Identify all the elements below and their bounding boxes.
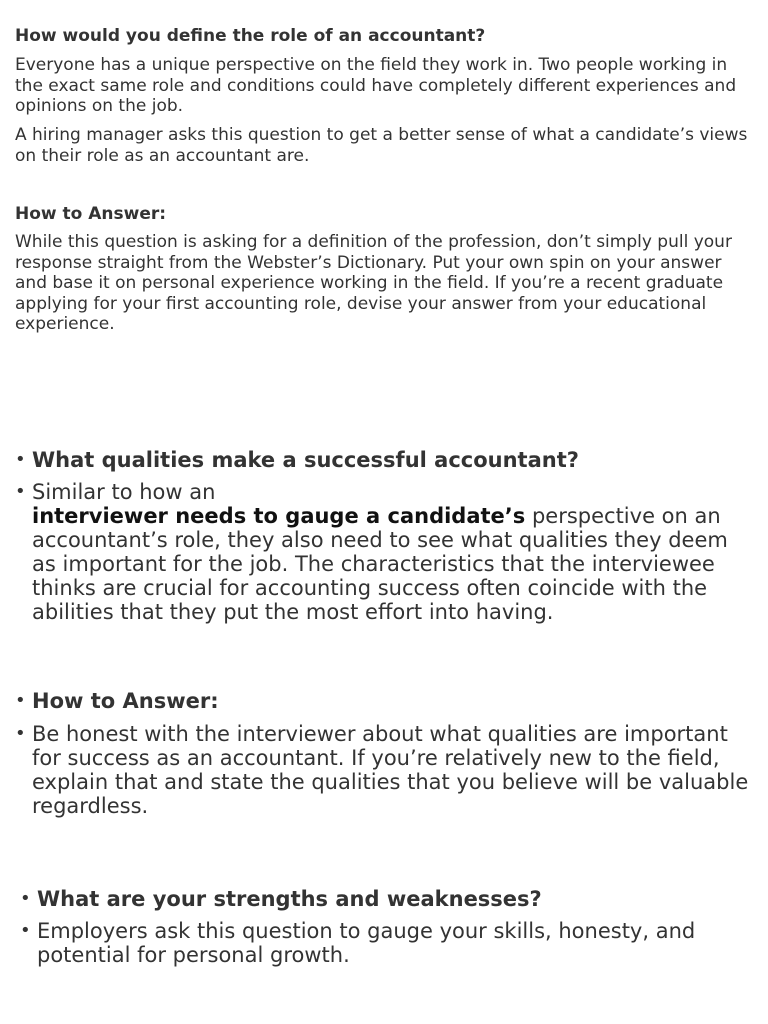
bullet-item — [20, 919, 755, 967]
question-heading: What are your strengths and weaknesses? — [37, 887, 542, 911]
intro-bold-phrase: interviewer needs to gauge a candidate’s — [32, 504, 526, 528]
bullet-dot: • — [20, 888, 31, 909]
bullet-item — [15, 480, 755, 624]
intro-prefix: Similar to how an — [32, 480, 216, 504]
answer-heading: How to Answer: — [15, 204, 167, 224]
question-paragraph: Everyone has a unique perspective on the field they work in. Two people working in the exact same role and conditions could have completely different experiences and opinions on the job. — [15, 55, 737, 116]
answer-heading: How to Answer: — [32, 689, 219, 713]
bullet-dot: • — [15, 449, 26, 470]
bullet-dot: • — [15, 723, 26, 744]
bullet-item — [15, 722, 755, 818]
answer-paragraph: Be honest with the interviewer about what qualities are important for success as an accountant. If you’re relatively new to the field, explain that and state the qualities that you believe will be valuable regardless. — [32, 722, 749, 818]
bullet-dot: • — [15, 690, 26, 711]
bullet-item — [15, 448, 755, 472]
bullet-item — [20, 887, 755, 911]
question-paragraph — [32, 480, 755, 624]
question-paragraph: Employers ask this question to gauge your skills, honesty, and potential for personal growth. — [37, 919, 696, 967]
question-heading: What qualities make a successful accountant? — [32, 448, 579, 472]
question-paragraph: A hiring manager asks this question to get a better sense of what a candidate’s views on their role as an accountant are. — [15, 125, 748, 166]
bullet-dot: • — [20, 920, 31, 941]
bullet-item — [15, 689, 755, 713]
intro-rest: perspective on an accountant’s role, they also need to see what qualities they deem as important for the job. The characteristics that the interviewee thinks are crucial for accounting success often coincide with the abilities that they put the most effort into having. — [32, 504, 728, 624]
answer-paragraph: While this question is asking for a definition of the profession, don’t simply pull your response straight from the Webster’s Dictionary. Put your own spin on your answer and base it on personal experience working in the field. If you’re a recent graduate applying for your first accounting role, devise your answer from your educational experience. — [15, 232, 732, 334]
question-heading: How would you define the role of an accountant? — [15, 26, 486, 46]
bullet-dot: • — [15, 481, 26, 502]
